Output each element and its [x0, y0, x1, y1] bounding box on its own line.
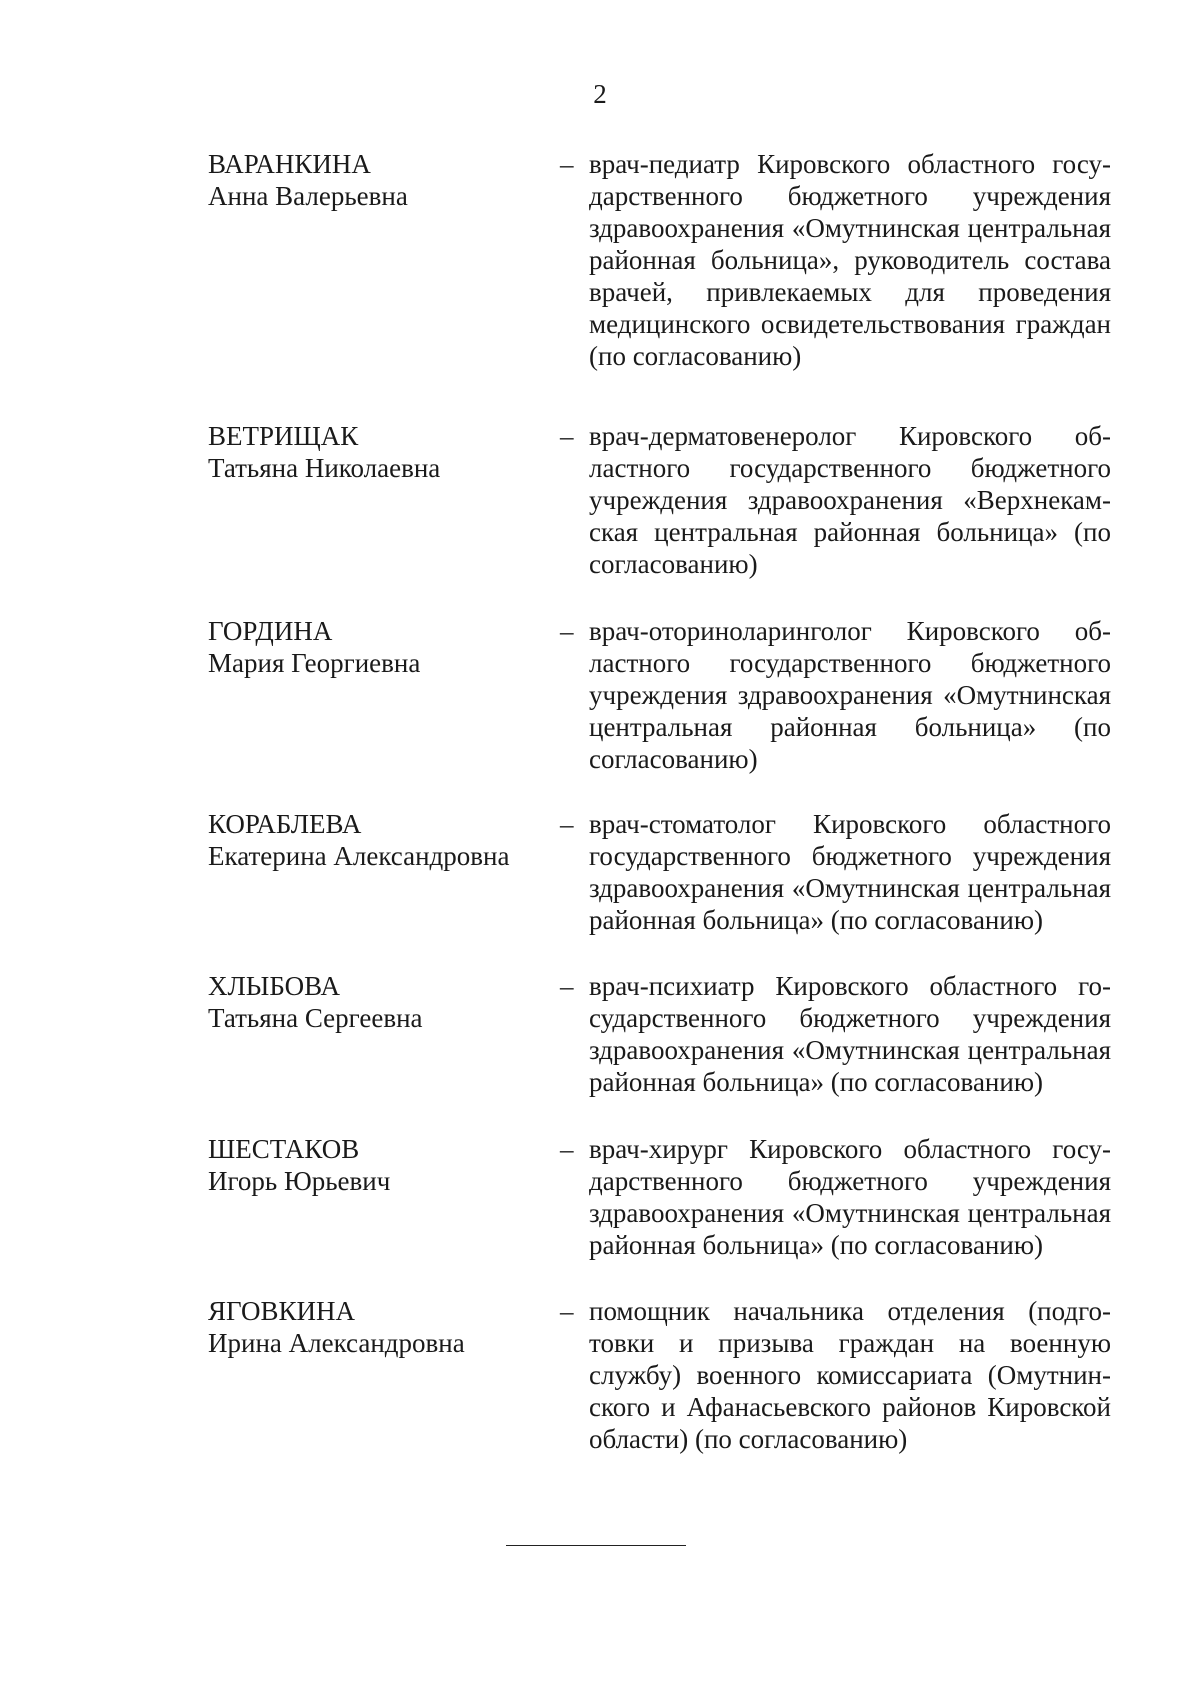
- dash-separator: –: [560, 149, 574, 179]
- dash-separator: –: [560, 616, 574, 646]
- member-name: [208, 615, 528, 679]
- dash-separator: –: [560, 1296, 574, 1326]
- closing-rule: [506, 1545, 686, 1546]
- member-given-names: Татьяна Николаевна: [208, 453, 441, 483]
- member-role: помощник начальника отделения (подготовки и призыва граждан на военную службу) военного комиссариата (Омутнинского и Афанасьевского районов Кировской области) (по согласованию): [589, 1296, 1111, 1454]
- dash-separator: –: [560, 1134, 574, 1164]
- dash-separator: –: [560, 809, 574, 839]
- member-name: [208, 808, 528, 872]
- member-surname: ГОРДИНА: [208, 616, 333, 646]
- page-number: 2: [593, 79, 607, 109]
- member-role: врач-психиатр Кировского областного государственного бюджетного учреждения здравоохранения «Омутнинская центральная районная больница» (по согласованию): [589, 971, 1111, 1097]
- member-name: [208, 1295, 528, 1359]
- member-role: врач-педиатр Кировского областного государственного бюджетного учреждения здравоохранения «Омутнинская центральная районная больница», руководитель состава врачей, привлекаемых для проведения медицинского освидетельствования граждан (по согласованию): [589, 149, 1111, 371]
- member-given-names: Мария Георгиевна: [208, 648, 421, 678]
- member-surname: КОРАБЛЕВА: [208, 809, 362, 839]
- member-name: [208, 420, 528, 484]
- member-role: врач-дерматовенеролог Кировского областного государственного бюджетного учреждения здравоохранения «Верхнекамская центральная районная больница» (по согласованию): [589, 421, 1111, 579]
- dash-separator: –: [560, 971, 574, 1001]
- member-surname: ШЕСТАКОВ: [208, 1134, 360, 1164]
- member-role: врач-оториноларинголог Кировского областного государственного бюджетного учреждения здравоохранения «Омутнинская центральная районная больница» (по согласованию): [589, 616, 1111, 774]
- member-given-names: Ирина Александровна: [208, 1328, 465, 1358]
- member-surname: ЯГОВКИНА: [208, 1296, 355, 1326]
- member-name: [208, 970, 528, 1034]
- member-name: [208, 1133, 528, 1197]
- member-surname: ВАРАНКИНА: [208, 149, 371, 179]
- member-surname: ХЛЫБОВА: [208, 971, 340, 1001]
- member-given-names: Игорь Юрьевич: [208, 1166, 391, 1196]
- member-role: врач-хирург Кировского областного государственного бюджетного учреждения здравоохранения «Омутнинская центральная районная больница» (по согласованию): [589, 1134, 1111, 1260]
- member-name: [208, 148, 528, 212]
- member-role: врач-стоматолог Кировского областного государственного бюджетного учреждения здравоохранения «Омутнинская центральная районная больница» (по согласованию): [589, 809, 1111, 935]
- dash-separator: –: [560, 421, 574, 451]
- member-surname: ВЕТРИЩАК: [208, 421, 359, 451]
- member-given-names: Екатерина Александровна: [208, 841, 510, 871]
- member-given-names: Анна Валерьевна: [208, 181, 408, 211]
- member-given-names: Татьяна Сергеевна: [208, 1003, 423, 1033]
